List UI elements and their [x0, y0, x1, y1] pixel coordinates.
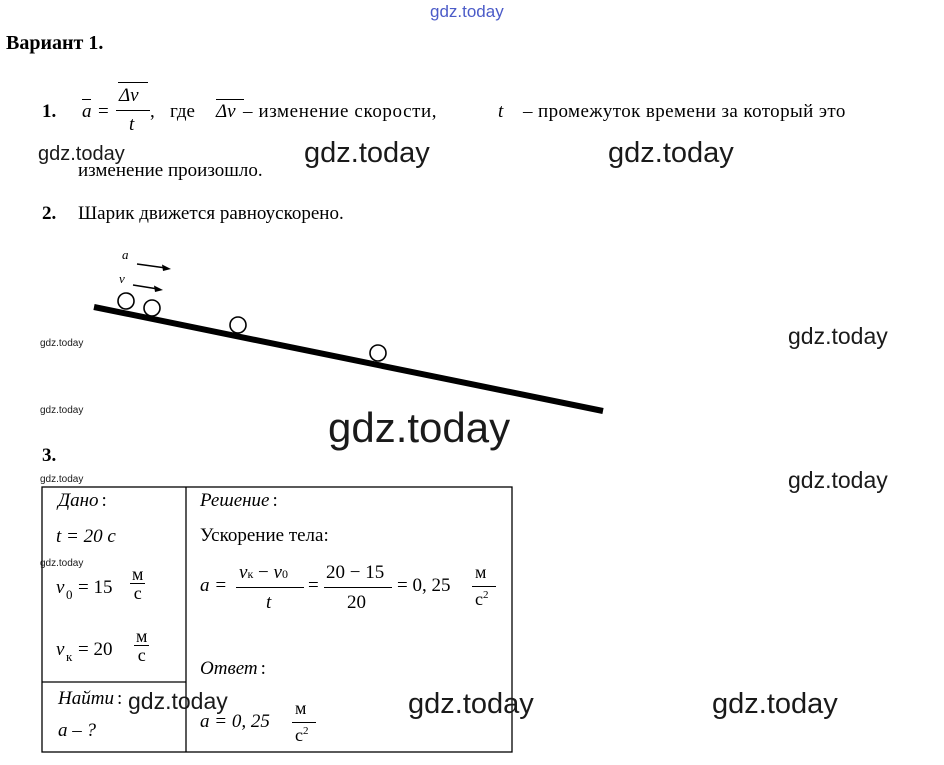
q1-t: t — [498, 101, 504, 122]
vk-value: = 20 — [78, 639, 113, 660]
num-minus: − — [253, 562, 274, 583]
vk-unit-num: м — [136, 626, 148, 646]
formula-frac1-line — [236, 587, 304, 588]
given-title: Дано — [58, 490, 99, 511]
given-colon: : — [101, 490, 107, 511]
watermark-3: gdz.today — [608, 137, 734, 169]
watermark-small-3: gdz.today — [40, 474, 84, 485]
watermark-5: gdz.today — [788, 467, 888, 493]
q1-desc2: – промежуток времени за который это — [523, 101, 846, 122]
watermark-small-1: gdz.today — [40, 338, 84, 349]
find-header — [58, 688, 122, 710]
watermark-6: gdz.today — [128, 688, 228, 714]
answer-unit-line — [292, 722, 316, 723]
v0-sub: 0 — [66, 587, 73, 602]
num-vk: v — [239, 562, 248, 583]
find-title: Найти — [58, 688, 114, 709]
answer-unit-sup: 2 — [303, 725, 309, 737]
num-v0: v — [273, 562, 282, 583]
formula-lhs: a = — [200, 575, 228, 596]
accel-text: Ускорение тела: — [200, 525, 329, 546]
formula-frac2-line — [324, 587, 392, 588]
q1-number: 1. — [42, 101, 57, 122]
watermark-4: gdz.today — [788, 323, 888, 349]
answer-unit-den — [295, 725, 309, 746]
answer-unit-num: м — [295, 698, 307, 718]
formula-unit-line — [472, 586, 496, 587]
given-v0 — [56, 565, 176, 615]
num-vk-sub: к — [247, 567, 254, 581]
formula-frac1-den: t — [266, 592, 272, 613]
formula-frac1-num — [239, 562, 288, 584]
answer-title: Ответ — [200, 658, 258, 679]
q1-desc: – изменение скорости, — [243, 101, 438, 122]
answer-header — [200, 658, 266, 680]
given-t — [56, 526, 116, 548]
q2-text: Шарик движется равноускорено. — [78, 203, 344, 224]
q3-number: 3. — [42, 445, 57, 466]
q1-dv2: Δv — [216, 101, 236, 122]
v0-unit-num: м — [132, 564, 144, 584]
watermark-small-4: gdz.today — [40, 558, 84, 569]
answer-unit-s: с — [295, 725, 303, 745]
vk-symbol: v — [56, 639, 65, 660]
answer-colon: : — [260, 658, 266, 679]
solution-header — [200, 490, 278, 512]
vk-sub: к — [66, 649, 73, 664]
q2-number: 2. — [42, 203, 57, 224]
watermark-7: gdz.today — [408, 688, 534, 720]
q1-where: где — [170, 101, 195, 122]
q1-eq: = — [98, 101, 109, 122]
watermark-large: gdz.today — [328, 404, 511, 451]
solution-title: Решение — [200, 490, 270, 511]
watermark-1: gdz.today — [38, 143, 125, 165]
formula-unit-num: м — [475, 562, 487, 582]
watermark-small-2: gdz.today — [40, 405, 84, 416]
given-header — [58, 490, 107, 512]
watermark-2: gdz.today — [304, 137, 430, 169]
q1-comma: , — [150, 101, 155, 122]
find-colon: : — [116, 688, 123, 709]
variant-title: Вариант 1. — [6, 32, 104, 54]
watermark-top: gdz.today — [430, 2, 504, 21]
v0-unit-den: с — [133, 583, 142, 603]
formula-frac2-num: 20 − 15 — [326, 562, 385, 583]
vk-unit-den: с — [137, 645, 146, 665]
vk-unit — [134, 627, 149, 664]
q1-line2: изменение произошло. — [78, 160, 263, 181]
v0-value: = 15 — [78, 577, 113, 598]
q1-frac-den: t — [129, 114, 135, 135]
label-a: a — [122, 247, 129, 262]
v0-symbol: v — [56, 577, 65, 598]
formula-unit-sup: 2 — [483, 589, 489, 601]
formula-eq1: = — [308, 575, 319, 596]
find-line: a – ? — [58, 720, 96, 741]
q1-frac-num: Δv — [119, 85, 139, 106]
q1-a: a — [82, 101, 92, 122]
formula-result: = 0, 25 — [397, 575, 451, 596]
solution-colon: : — [272, 490, 278, 511]
accel-formula — [200, 560, 510, 620]
answer-value: a = 0, 25 — [200, 711, 270, 732]
v0-unit — [130, 565, 145, 602]
label-v: v — [119, 271, 125, 286]
formula-unit-s: с — [475, 589, 483, 609]
given-t-text: t = 20 c — [56, 526, 116, 547]
given-vk — [56, 627, 176, 677]
formula-frac2-den: 20 — [347, 592, 366, 613]
formula-unit-den — [475, 589, 489, 610]
watermark-8: gdz.today — [712, 688, 838, 720]
num-v0-sub: 0 — [281, 567, 288, 581]
